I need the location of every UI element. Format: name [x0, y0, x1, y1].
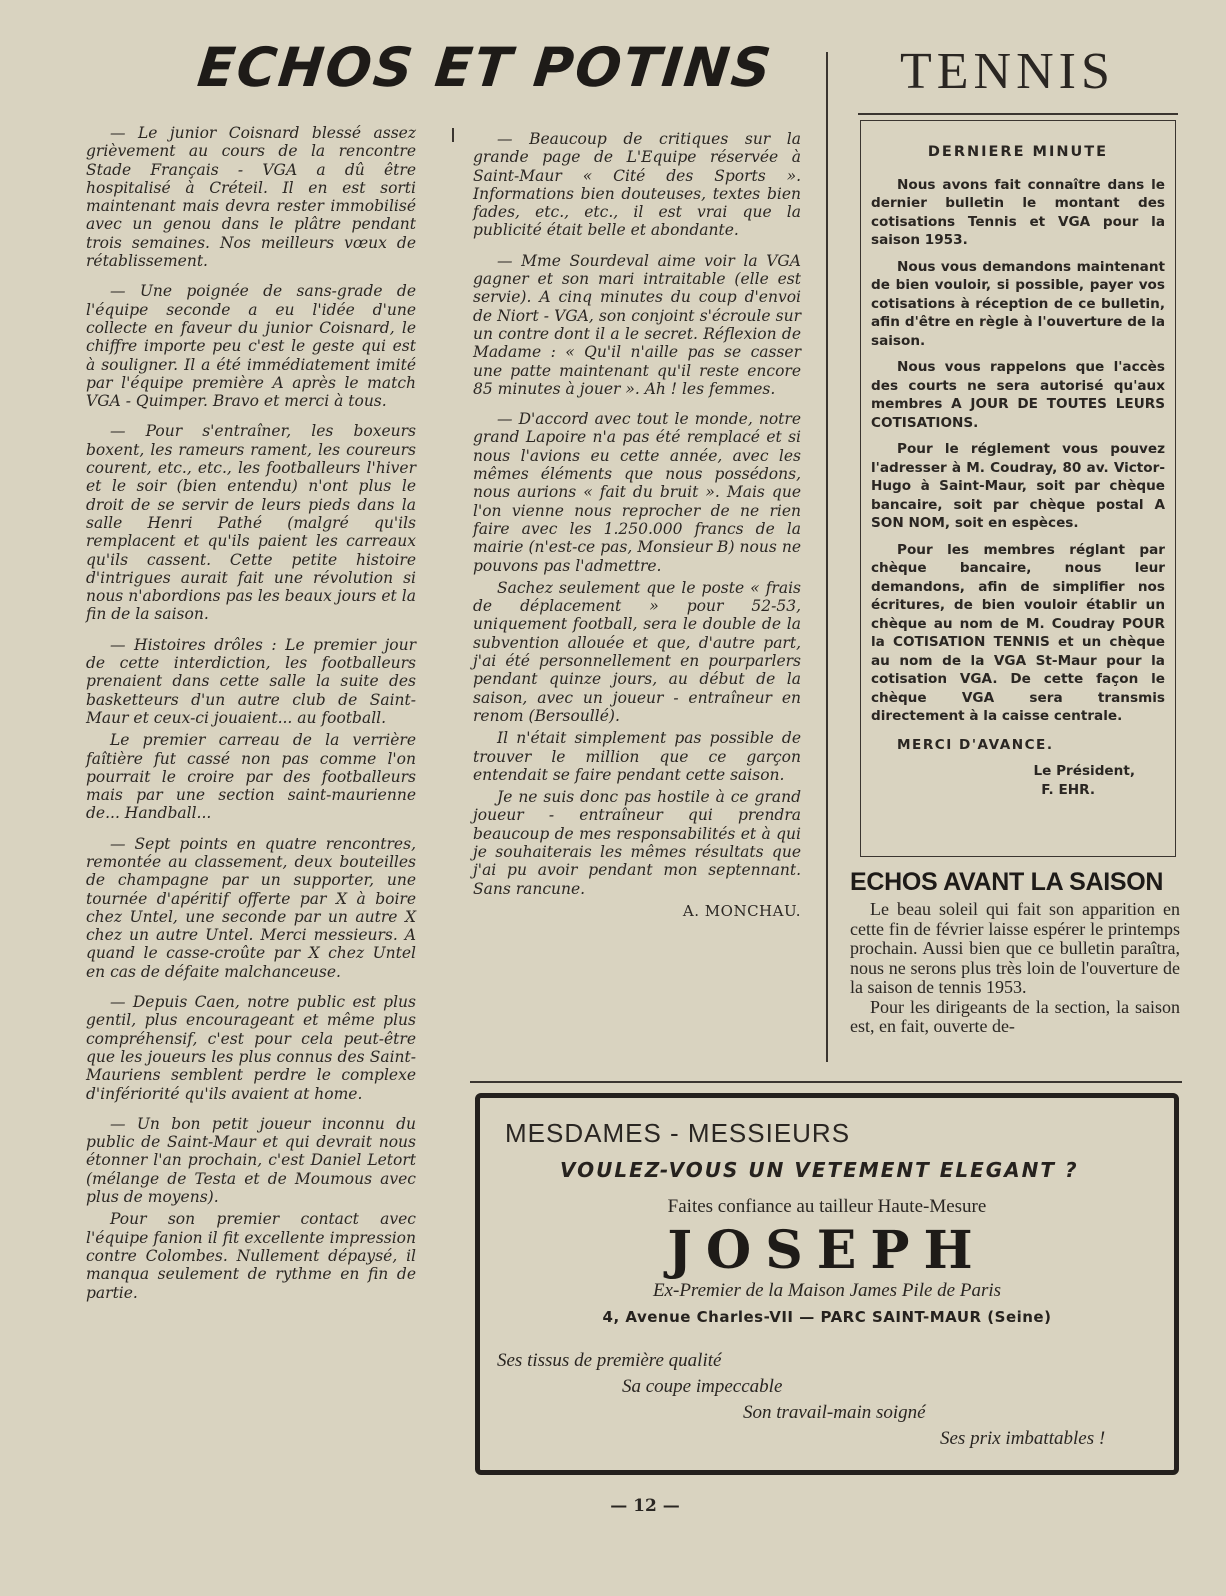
echo-paragraph: Je ne suis donc pas hostile à ce grand joueur - entraîneur qui prendra beaucoup de mes responsabilités et à qui je souhaiterais les mêmes résultats que j'ai pu avoir pendant mon septennant. Sans rancune.	[473, 788, 801, 898]
tennis-box-top-rule	[858, 113, 1178, 115]
derniere-minute-title: DERNIERE MINUTE	[927, 144, 1109, 160]
ad-mesdames-messieurs: MESDAMES - MESSIEURS	[505, 1118, 851, 1148]
tennis-paragraph: Nous vous demandons maintenant de bien vouloir, si possible, payer vos cotisations à réception de ce bulletin, afin d'être en règle à l'ouverture de la saison.	[871, 258, 1165, 349]
ad-feature: Son travail-main soigné	[743, 1402, 926, 1423]
merci-davance: MERCI D'AVANCE.	[897, 736, 1054, 753]
echos-et-potins-heading: ECHOS ET POTINS	[194, 36, 776, 99]
echos-avant-saison-heading: ECHOS AVANT LA SAISON	[850, 868, 1164, 896]
ad-feature: Sa coupe impeccable	[622, 1376, 783, 1397]
ad-feature: Ses tissus de première qualité	[497, 1350, 722, 1371]
page-number: — 12 —	[610, 1496, 680, 1516]
echo-paragraph: — Pour s'entraîner, les boxeurs boxent, les rameurs rament, les coureurs courent, etc., etc., les footballeurs l'hiver et le soir (bien entendu) n'ont plus le droit de se servir de leurs pieds dans la salle Henri Pathé (malgré qu'ils remplacent et qu'ils paient les carreaux qu'ils cassent. Cette petite histoire d'intrigues aurait fait une révolution si nous n'abordions pas les beaux jours et la fin de la saison.	[86, 422, 416, 624]
ad-confiance: Faites confiance au tailleur Haute-Mesure	[667, 1196, 987, 1217]
derniere-minute-box	[860, 120, 1176, 857]
avant-paragraph: Le beau soleil qui fait son apparition en cette fin de février laisse espérer le printemps prochain. Aussi bien que ce bulletin paraîtra, nous ne serons plus très loin de l'ouverture de la saison de tennis 1953.	[850, 899, 1180, 997]
tennis-paragraph: Pour le réglement vous pouvez l'adresser à M. Coudray, 80 av. Victor-Hugo à Saint-Maur, soit par chèque bancaire, soit par chèque postal A SON NOM, soit en espèces.	[871, 441, 1165, 531]
echos-avant-saison-body	[850, 900, 1180, 1037]
echo-paragraph: — Le junior Coisnard blessé assez grièvement au cours de la rencontre Stade Français - VGA a dû être hospitalisé à Créteil. Il en est sorti maintenant mais devra rester immobilisé avec un genou dans le plâtre pendant trois semaines. Nos meilleurs vœux de rétablissement.	[86, 124, 416, 271]
column-divider-right	[826, 52, 828, 1062]
tennis-paragraph: Pour les membres réglant par chèque bancaire, nous leur demandons, afin de simplifier nos écritures, de bien vouloir établir un chèque au nom de M. Coudray POUR la COTISATION TENNIS et un chèque au nom de la VGA St-Maur pour la cotisation VGA. De cette façon le chèque VGA sera transmis directement à la caisse centrale.	[871, 541, 1165, 724]
monchau-signature: A. MONCHAU.	[682, 901, 801, 920]
tennis-paragraph: Nous vous rappelons que l'accès des courts ne sera autorisé qu'aux membres A JOUR DE TOUTES LEURS COTISATIONS.	[871, 359, 1165, 431]
echo-paragraph: Sachez seulement que le poste « frais de déplacement » pour 52-53, uniquement football, sera le double de la subvention allouée et que, d'autre part, j'ai été personnellement en pourparlers pendant quinze jours, au début de la saison, avec un joueur - entraîneur en renom (Bersoullé).	[473, 578, 801, 725]
tennis-paragraph: Nous avons fait connaître dans le dernier bulletin le montant des cotisations Tennis et VGA pour la saison 1953.	[871, 176, 1165, 248]
echo-paragraph: — Mme Sourdeval aime voir la VGA gagner et son mari intraitable (elle est servie). A cinq minutes du coup d'envoi de Niort - VGA, son conjoint s'écroule sur un contre dont il a le secret. Réflexion de Madame : « Qu'il n'aille pas se casser une patte maintenant qu'il reste encore 85 minutes à jouer ». Ah ! les femmes.	[473, 251, 801, 398]
echo-paragraph: — Une poignée de sans-grade de l'équipe seconde a eu l'idée d'une collecte en faveur du junior Coisnard, le chiffre importe peu c'est le geste qui est à souligner. Il a été immédiatement imité par l'équipe première A après le match VGA - Quimper. Bravo et merci à tous.	[86, 282, 416, 411]
echo-paragraph: — Beaucoup de critiques sur la grande page de L'Equipe réservée à Saint-Maur « Cité des Sports ». Informations bien douteuses, textes bien fades, etc., etc., il est vrai que la publicité était belle et abondante.	[473, 130, 801, 240]
avant-paragraph: Pour les dirigeants de la section, la saison est, en fait, ouverte de-	[850, 996, 1180, 1036]
echo-paragraph: Pour son premier contact avec l'équipe fanion il fit excellente impression contre Colombes. Nullement dépaysé, il manqua seulement de rythme en fin de partie.	[86, 1210, 416, 1302]
echo-paragraph: — Un bon petit joueur inconnu du public de Saint-Maur et qui devrait nous étonner l'an prochain, c'est Daniel Letort (mélange de Testa et de Moumous avec plus de moyens).	[86, 1114, 416, 1207]
echo-paragraph: Il n'était simplement pas possible de trouver le million que ce garçon entendait se faire pendant cette saison.	[473, 729, 801, 784]
echo-paragraph: — Histoires drôles : Le premier jour de cette interdiction, les footballeurs prenaient dans cette salle la suite des basketteurs d'un autre club de Saint-Maur et ceux-ci jouaient... au football.	[86, 635, 416, 727]
ad-address: 4, Avenue Charles-VII — PARC SAINT-MAUR (Seine)	[602, 1308, 1052, 1326]
echo-paragraph: — Sept points en quatre rencontres, remontée au classement, deux bouteilles de champagne par un supporter, une tournée d'apéritif offerte par X à boire chez Untel, une seconde par un autre X chez un autre Untel. Merci messieurs. A quand le casse-croûte par X chez Untel en cas de défaite malchanceuse.	[86, 834, 416, 981]
president-role: Le Président,	[1033, 763, 1135, 779]
echo-paragraph: Le premier carreau de la verrière faîtière fut cassé non pas comme l'on pourrait le croire par des footballeurs mais par une section saint-maurienne de... Handball...	[86, 731, 416, 823]
president-name: F. EHR.	[1041, 781, 1095, 798]
echos-column-2	[473, 130, 801, 920]
echo-paragraph: — Depuis Caen, notre public est plus gentil, plus encourageant et même plus compréhensif, c'est pour cela peut-être que les joueurs les plus connus des Saint-Mauriens semblent perdre le complexe d'infériorité qu'ils avaient at home.	[86, 993, 416, 1103]
echo-paragraph: — D'accord avec tout le monde, notre grand Lapoire n'a pas été remplacé et si nous l'avions eu cette année, avec les mêmes éléments que nous possédons, nous aurions « fait du bruit ». Mais que l'on vienne nous reprocher de ne rien faire avec les 1.250.000 francs de la mairie (n'est-ce pas, Monsieur B) nous ne pouvons pas l'admettre.	[473, 410, 801, 575]
ad-top-rule	[470, 1081, 1182, 1083]
tennis-heading: TENNIS	[900, 43, 1115, 100]
ad-headline: VOULEZ-VOUS UN VETEMENT ELEGANT ?	[560, 1158, 1079, 1182]
ad-feature: Ses prix imbattables !	[940, 1428, 1106, 1449]
ad-tailor-name: JOSEPH	[667, 1220, 987, 1281]
echos-column-1	[86, 124, 416, 1314]
ad-ex-premier: Ex-Premier de la Maison James Pile de Paris	[652, 1280, 1002, 1301]
column-divider-tick	[452, 128, 454, 142]
